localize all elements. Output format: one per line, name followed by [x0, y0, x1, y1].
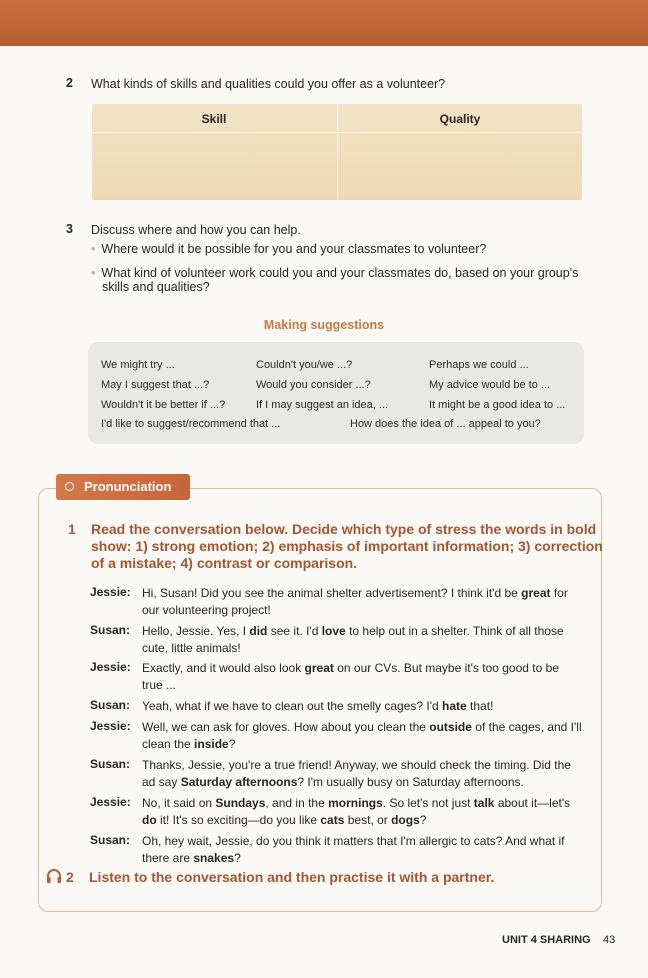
task-1-line: show: 1) strong emotion; 2) emphasis of important information; 3) correction [91, 538, 603, 554]
task-1-number: 1 [68, 521, 76, 537]
suggestion-phrase: How does the idea of ... appeal to you? [350, 418, 541, 430]
suggestion-phrase: I'd like to suggest/recommend that ... [101, 418, 281, 430]
suggestion-phrase: Perhaps we could ... [429, 359, 529, 371]
suggestion-phrase: My advice would be to ... [429, 379, 551, 391]
skills-qualities-table [92, 104, 582, 200]
task-2-number: 2 [66, 869, 74, 885]
question-3-number: 3 [66, 222, 73, 236]
dialogue-line: do it! It's so exciting—do you like cats best, or dogs? [142, 813, 427, 827]
question-2-text: What kinds of skills and qualities could you offer as a volunteer? [91, 77, 446, 91]
dialogue-line: Thanks, Jessie, you're a true friend! Anyway, we should check the timing. Did the [142, 758, 571, 772]
suggestion-phrase: If I may suggest an idea, ... [256, 399, 389, 411]
dialogue-line: ad say Saturday afternoons? I'm usually busy on Saturday afternoons. [142, 775, 524, 789]
speaker-name: Jessie: [90, 795, 131, 809]
page-number: 43 [603, 934, 616, 946]
task-2-text: Listen to the conversation and then practise it with a partner. [89, 869, 495, 885]
speaker-name: Susan: [90, 623, 131, 637]
circle-icon [65, 482, 74, 491]
dialogue-line: our volunteering project! [142, 603, 271, 617]
dialogue-line: Hi, Susan! Did you see the animal shelter advertisement? I think it'd be great for [142, 586, 568, 600]
suggestions-box [88, 342, 584, 444]
question-3-text: Discuss where and how you can help. [91, 223, 301, 237]
dialogue-line: cute, little animals! [142, 641, 241, 655]
bullet-item: • What kind of volunteer work could you and your classmates do, based on your group's [91, 266, 579, 280]
suggestion-phrase: Would you consider ...? [256, 379, 371, 391]
speaker-name: Jessie: [90, 719, 131, 733]
quality-header: Quality [439, 112, 481, 126]
dialogue-line: there are snakes? [142, 851, 241, 865]
headphones-icon [45, 867, 63, 885]
speaker-name: Susan: [90, 833, 131, 847]
suggestion-phrase: May I suggest that ...? [101, 379, 210, 391]
task-1-line: of a mistake; 4) contrast or comparison. [91, 555, 358, 571]
dialogue-line: Exactly, and it would also look great on our CVs. But maybe it's too good to be [142, 661, 559, 675]
speaker-name: Susan: [90, 757, 131, 771]
question-2-number: 2 [66, 76, 73, 90]
bullet-item: • Where would it be possible for you and your classmates to volunteer? [91, 242, 487, 256]
speaker-name: Susan: [90, 698, 131, 712]
dialogue-line: Oh, hey wait, Jessie, do you think it matters that I'm allergic to cats? And what if [142, 834, 565, 848]
dialogue-line: Hello, Jessie. Yes, I did see it. I'd love to help out in a shelter. Think of all those [142, 624, 564, 638]
making-suggestions-title: Making suggestions [263, 318, 385, 332]
suggestion-phrase: It might be a good idea to ... [429, 399, 566, 411]
dialogue-line: true ... [142, 678, 177, 692]
top-banner [0, 0, 648, 46]
dialogue-line: No, it said on Sundays, and in the mornings. So let's not just talk about it—let's [142, 796, 571, 810]
skill-header: Skill [201, 112, 227, 126]
dialogue-line: Yeah, what if we have to clean out the smelly cages? I'd hate that! [142, 699, 494, 713]
suggestion-phrase: Couldn't you/we ...? [256, 359, 353, 371]
suggestion-phrase: Wouldn't it be better if ...? [101, 399, 226, 411]
task-1-line: Read the conversation below. Decide which type of stress the words in bold [91, 521, 597, 537]
dialogue-line: clean the inside? [142, 737, 236, 751]
pronunciation-tab: Pronunciation [56, 474, 190, 500]
unit-label: UNIT 4 SHARING [502, 934, 591, 946]
speaker-name: Jessie: [90, 585, 131, 599]
bullet-item-continuation: skills and qualities? [102, 280, 210, 294]
speaker-name: Jessie: [90, 660, 131, 674]
suggestion-phrase: We might try ... [101, 359, 175, 371]
dialogue-line: Well, we can ask for gloves. How about you clean the outside of the cages, and I'll [142, 720, 582, 734]
